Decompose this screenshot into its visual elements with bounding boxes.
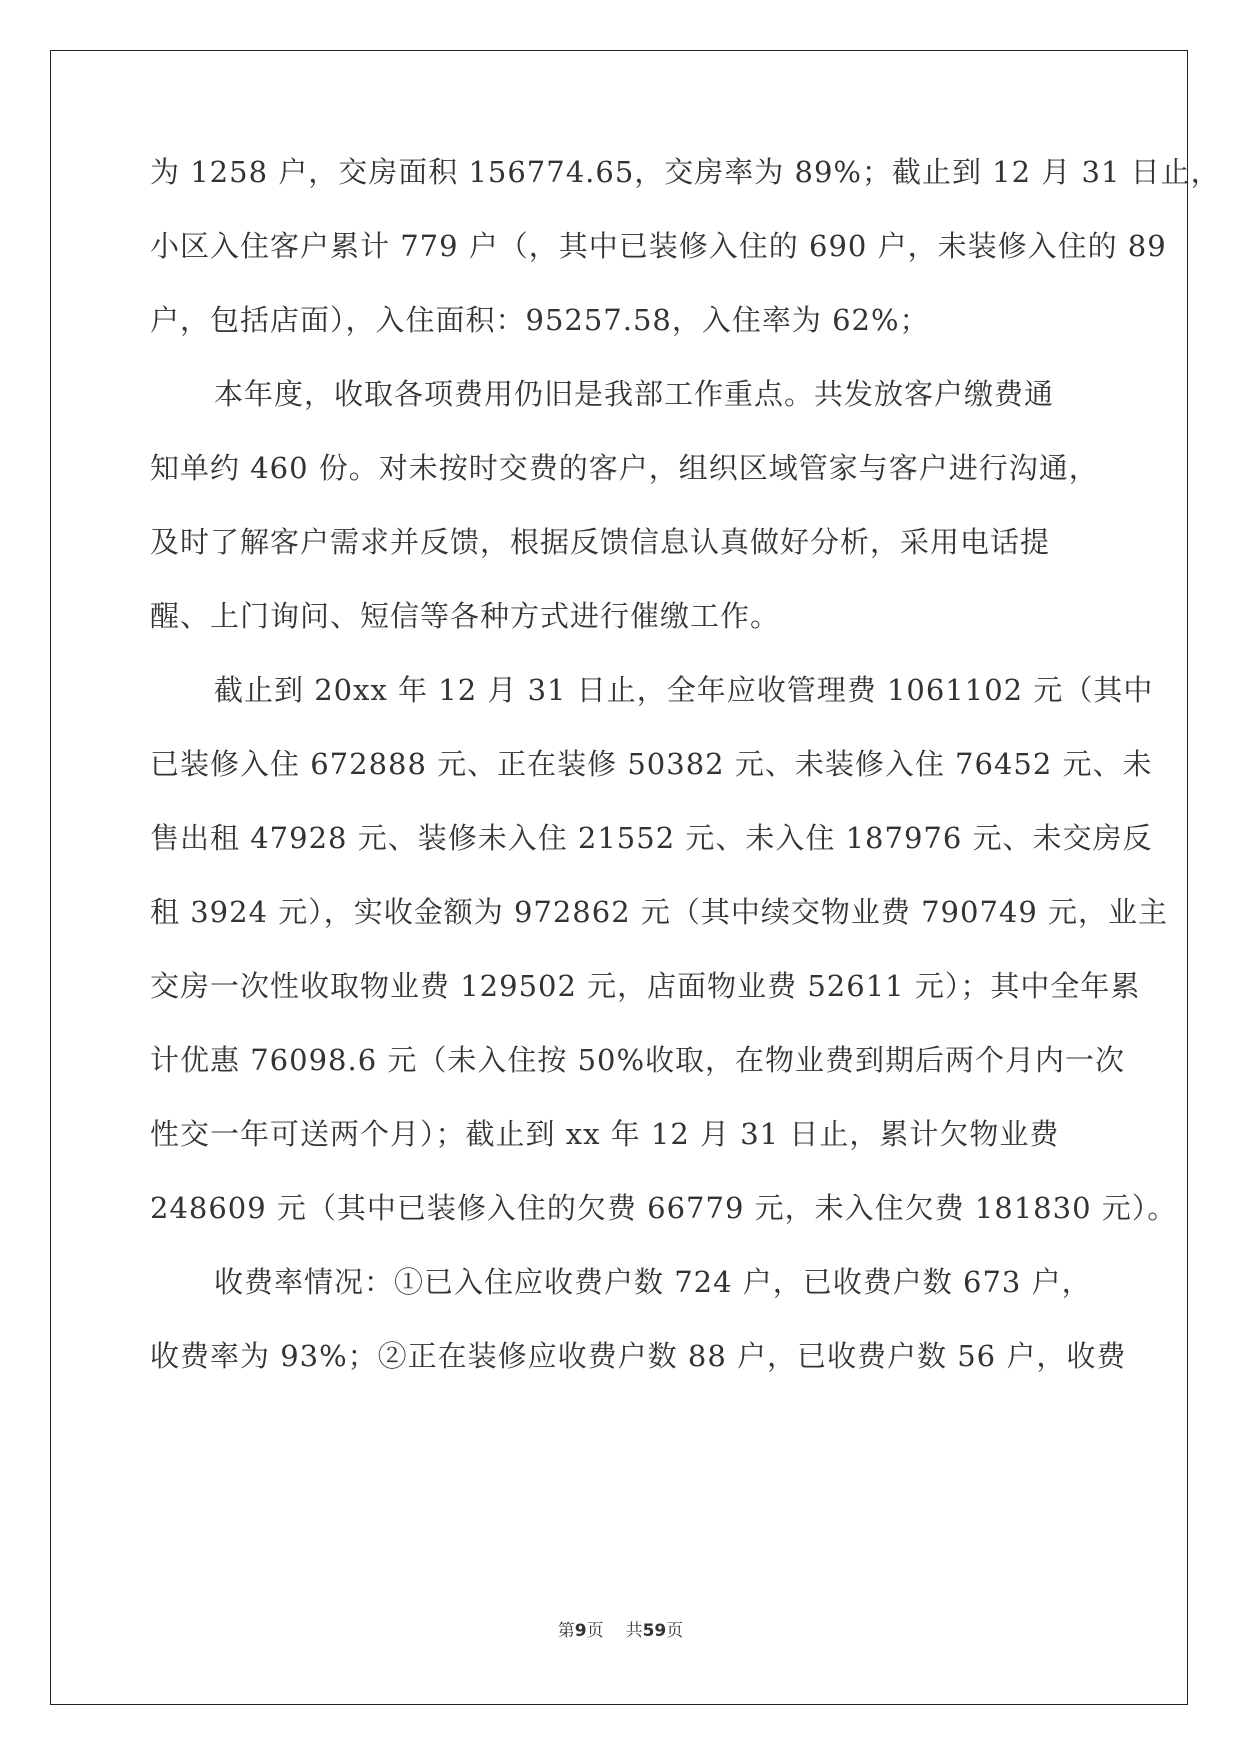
text-line: 售出租 47928 元、装修未入住 21552 元、未入住 187976 元、未交房反: [150, 821, 1153, 855]
paragraph-first-line: 本年度，收取各项费用仍旧是我部工作重点。共发放客户缴费通: [214, 377, 1055, 411]
text-line: 248609 元（其中已装修入住的欠费 66779 元，未入住欠费 181830 元）。: [150, 1191, 1178, 1225]
text-line: 知单约 460 份。对未按时交费的客户，组织区域管家与客户进行沟通，: [150, 451, 1099, 485]
page-border: [50, 50, 1221, 1705]
page-prefix: 第: [557, 1621, 575, 1641]
total-pages: 59: [642, 1621, 667, 1641]
page-suffix: 页: [586, 1621, 604, 1641]
total-suffix: 页: [666, 1621, 684, 1641]
text-line: 已装修入住 672888 元、正在装修 50382 元、未装修入住 76452 元、未: [150, 747, 1153, 781]
text-line: 及时了解客户需求并反馈，根据反馈信息认真做好分析，采用电话提: [150, 525, 1051, 559]
text-line: 交房一次性收取物业费 129502 元，店面物业费 52611 元）；其中全年累: [150, 969, 1141, 1003]
text-line: 小区入住客户累计 779 户（，其中已装修入住的 690 户，未装修入住的 89: [150, 229, 1167, 263]
text-line: 户，包括店面），入住面积：95257.58，入住率为 62%；: [150, 303, 930, 337]
paragraph-first-line: 截止到 20xx 年 12 月 31 日止，全年应收管理费 1061102 元（其中: [214, 673, 1154, 707]
page-footer: [0, 1616, 1241, 1641]
total-prefix: 共: [625, 1621, 643, 1641]
paragraph-first-line: 收费率情况：①已入住应收费户数 724 户，已收费户数 673 户，: [214, 1265, 1092, 1299]
text-line: 性交一年可送两个月）；截止到 xx 年 12 月 31 日止，累计欠物业费: [150, 1117, 1060, 1151]
text-line: 收费率为 93%；②正在装修应收费户数 88 户，已收费户数 56 户，收费: [150, 1339, 1127, 1373]
text-line: 醒、上门询问、短信等各种方式进行催缴工作。: [150, 599, 781, 633]
text-line: 租 3924 元），实收金额为 972862 元（其中续交物业费 790749 元，业主: [150, 895, 1169, 929]
text-line: 计优惠 76098.6 元（未入住按 50%收取，在物业费到期后两个月内一次: [150, 1043, 1126, 1077]
page-number: 9: [574, 1621, 587, 1641]
text-line: 为 1258 户，交房面积 156774.65，交房率为 89%；截止到 12 月 31 日止，: [150, 155, 1221, 189]
